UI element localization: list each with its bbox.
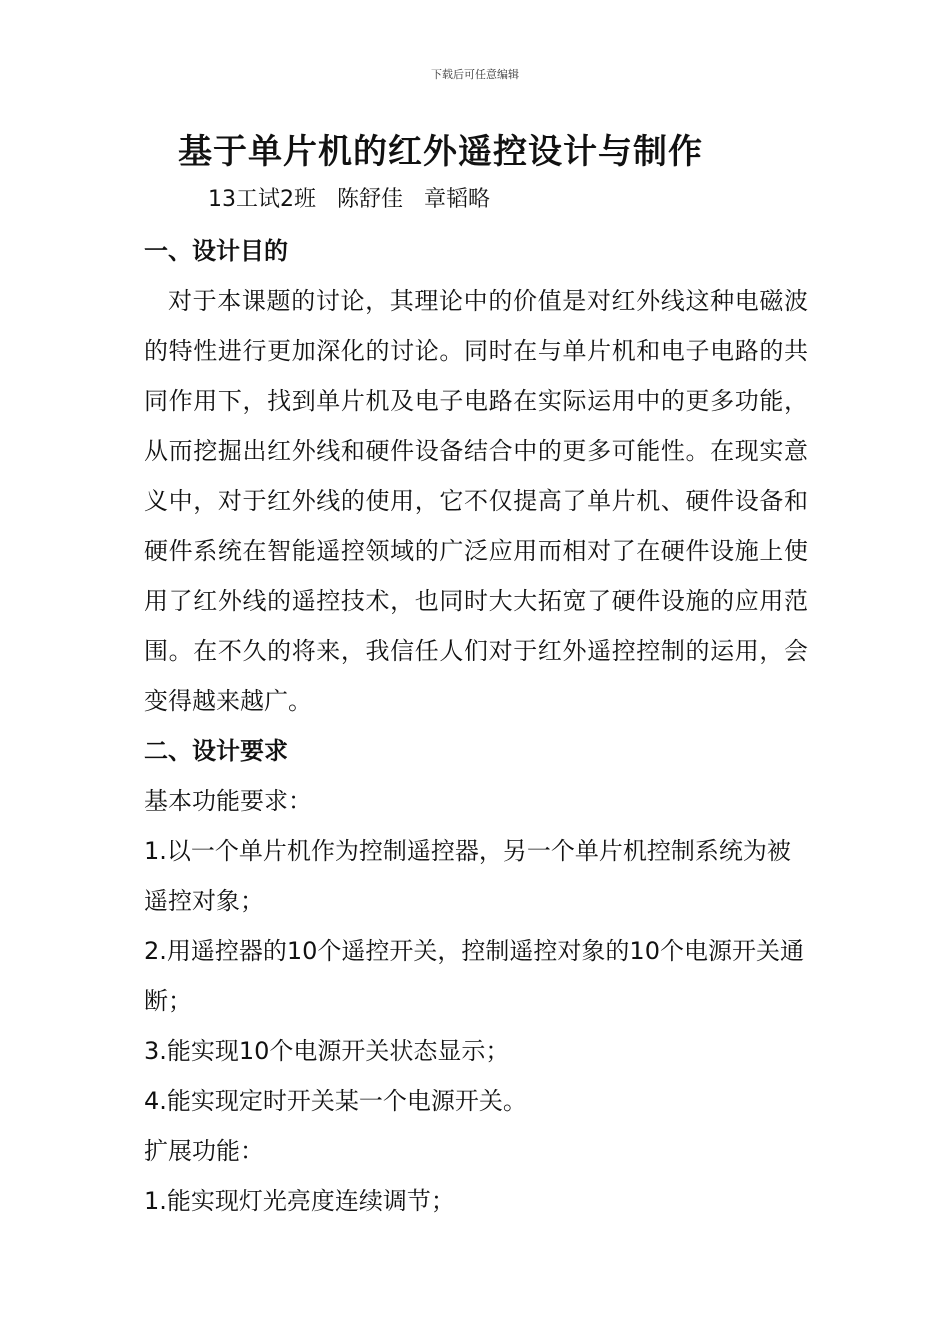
author-line — [208, 182, 504, 213]
section-heading-purpose: 一、设计目的 — [144, 237, 288, 265]
purpose-paragraph: 对于本课题的讨论，其理论中的价值是对红外线这种电磁波的特性进行更加深化的讨论。同时在与单片机和电子电路的共同作用下，找到单片机及电子电路在实际运用中的更多功能，从而挖掘出红外线和硬件设备结合中的更多可能性。在现实意义中，对于红外线的使用，它不仅提高了单片机、硬件设备和硬件系统在智能遥控领域的广泛应用而相对了在硬件设施上使用了红外线的遥控技术，也同时大大拓宽了硬件设施的应用范围。在不久的将来，我信任人们对于红外遥控控制的运用，会变得越来越广。 — [144, 287, 808, 715]
extended-feature-item: 1.能实现灯光亮度连续调节； — [144, 1187, 455, 1215]
header-note: 下载后可任意编辑 — [431, 68, 519, 81]
basic-requirement-item: 2.用遥控器的10个遥控开关，控制遥控对象的10个电源开关通断； — [144, 937, 804, 1015]
extended-features-label: 扩展功能： — [144, 1137, 264, 1165]
basic-requirement-item: 1.以一个单片机作为控制遥控器，另一个单片机控制系统为被遥控对象； — [144, 837, 791, 915]
basic-requirement-item: 3.能实现10个电源开关状态显示； — [144, 1037, 510, 1065]
basic-requirements-label: 基本功能要求： — [144, 787, 312, 815]
section-heading-requirements: 二、设计要求 — [144, 737, 288, 765]
basic-requirement-item: 4.能实现定时开关某一个电源开关。 — [144, 1087, 527, 1115]
document-title: 基于单片机的红外遥控设计与制作 — [178, 132, 703, 172]
document-body — [144, 226, 808, 1226]
author-name-1: 陈舒佳 — [337, 187, 404, 212]
class-name: 13工试2班 — [208, 187, 316, 212]
author-name-2: 章韬略 — [424, 187, 491, 212]
